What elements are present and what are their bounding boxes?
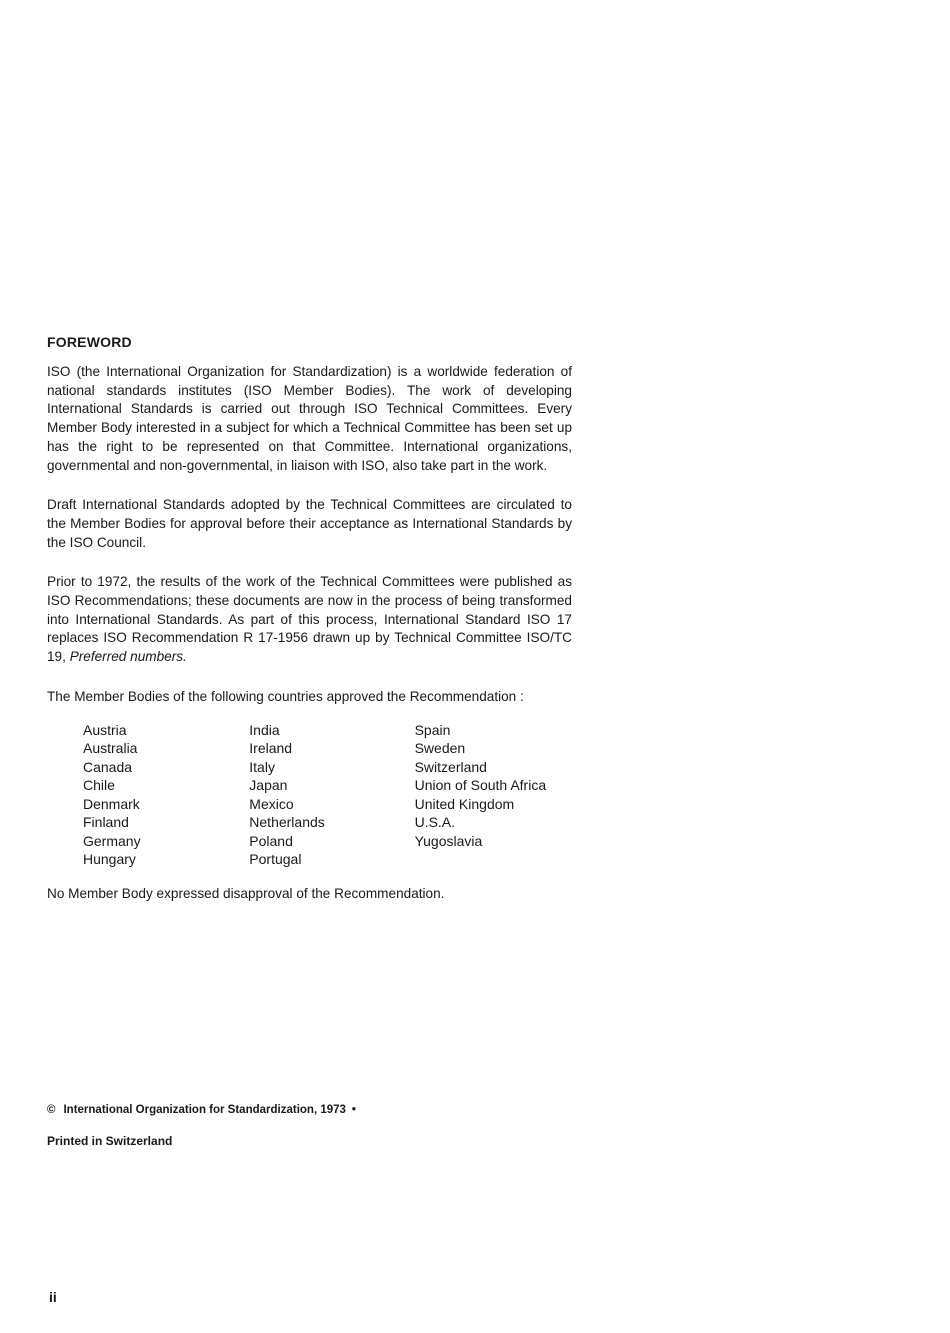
country-name: Chile <box>83 777 115 794</box>
country-name: Australia <box>83 740 138 757</box>
printed-in: Printed in Switzerland <box>47 1134 173 1148</box>
country-name: Austria <box>83 721 127 738</box>
country-name: Japan <box>249 777 288 794</box>
foreword-paragraph-3-text: Prior to 1972, the results of the work of the Technical Committees were published as ISO Recommendations; these documents are now in the process of being transformed into International Standards. As part of this process, International Standard ISO 17 replaces ISO Recommendation R 17-1956 drawn up by Technical Committee ISO/TC 19, <box>47 574 572 665</box>
country-name: Portugal <box>249 851 302 868</box>
country-name: Yugoslavia <box>414 832 483 849</box>
country-name: Ireland <box>249 740 293 757</box>
country-name: Mexico <box>249 795 294 812</box>
country-name: Hungary <box>83 851 136 868</box>
country-name: Canada <box>83 758 133 775</box>
country-name: Germany <box>83 832 141 849</box>
foreword-heading: FOREWORD <box>47 334 132 350</box>
country-column-1 <box>83 721 249 869</box>
foreword-paragraph-1: ISO (the International Organization for Standardization) is a worldwide federation of national standards institutes (ISO Member Bodies). The work of developing International Standards is carried out through ISO Technical Committees. Every Member Body interested in a subject for which a Technical Committee has been set up has the right to be represented on that Committee. International organizations, governmental and non-governmental, in liaison with ISO, also take part in the work. <box>47 364 572 473</box>
country-name: Sweden <box>414 740 466 757</box>
page-number: ii <box>49 1289 57 1305</box>
country-column-3 <box>415 721 572 869</box>
foreword-paragraph-2: Draft International Standards adopted by the Technical Committees are circulated to the Member Bodies for approval before their acceptance as International Standards by the ISO Council. <box>47 497 572 550</box>
country-name: United Kingdom <box>414 795 515 812</box>
closing-statement: No Member Body expressed disapproval of the Recommendation. <box>47 885 445 901</box>
foreword-paragraph-4: The Member Bodies of the following countries approved the Recommendation : <box>47 688 524 704</box>
country-column-2 <box>249 721 414 869</box>
country-name: Italy <box>249 758 275 775</box>
country-name: U.S.A. <box>414 814 456 831</box>
country-name: Union of South Africa <box>414 777 547 794</box>
country-list <box>83 721 572 869</box>
foreword-section <box>47 333 572 903</box>
country-name: Spain <box>414 721 451 738</box>
copyright-symbol: © <box>47 1104 56 1116</box>
country-name: Switzerland <box>414 758 487 775</box>
copyright-text: International Organization for Standardization, 1973 <box>63 1104 346 1116</box>
country-name: Netherlands <box>249 814 325 831</box>
copyright-notice <box>47 1103 356 1118</box>
foreword-paragraph-3 <box>47 573 572 667</box>
country-name: Poland <box>249 832 293 849</box>
copyright-bullet: • <box>351 1104 356 1116</box>
country-name: Finland <box>83 814 129 831</box>
committee-title: Preferred numbers. <box>69 649 187 665</box>
country-name: Denmark <box>83 795 140 812</box>
country-name: India <box>249 721 280 738</box>
